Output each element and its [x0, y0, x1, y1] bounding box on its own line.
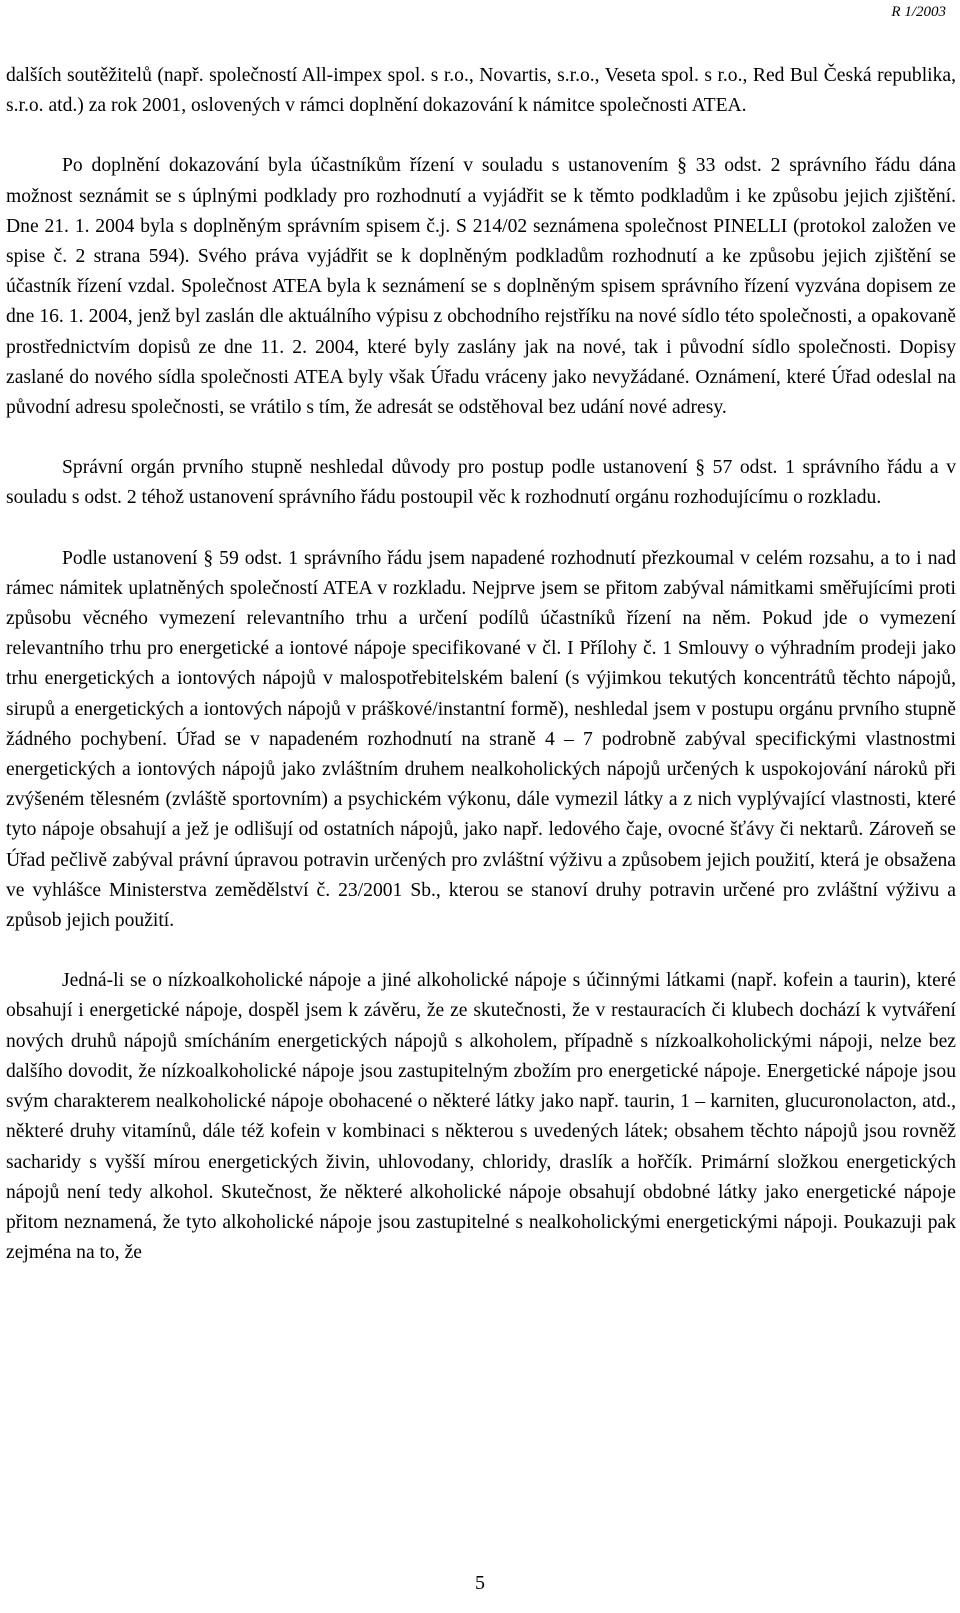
- paragraph-low-alcohol: Jedná-li se o nízkoalkoholické nápoje a jiné alkoholické nápoje s účinnými látkami (např. kofein a taurin), které obsahují i energetické nápoje, dospěl jsem k závěru, že ze skutečnosti, že v restauracích či klubech dochází k vytváření nových druhů nápojů smícháním energetických nápojů s alkoholem, případně s nízkoalkoholickými nápoji, nelze bez dalšího dovodit, že nízkoalkoholické nápoje jsou zastupitelným zbožím pro energetické nápoje. Energetické nápoje jsou svým charakterem nealkoholické nápoje obohacené o některé látky jako např. taurin, 1 – karniten, glucuronolacton, atd., některé druhy vitamínů, dále též kofein v kombinaci s některou s uvedených látek; obsahem těchto nápojů jsou rovněž sacharidy s vyšší mírou energetických živin, uhlovodany, chloridy, draslík a hořčík. Primární složkou energetických nápojů není tedy alkohol. Skutečnost, že některé alkoholické nápoje obsahují obdobné látky jako energetické nápoje přitom neznamená, že tyto alkoholické nápoje jsou zastupitelné s nealkoholickými energetickými nápoji. Poukazuji pak zejména na to, že: [6, 970, 956, 1264]
- paragraph-gap: [6, 121, 956, 151]
- paragraph-gap: [6, 423, 956, 453]
- paragraph-review: Podle ustanovení § 59 odst. 1 správního řádu jsem napadené rozhodnutí přezkoumal v celém rozsahu, a to i nad rámec námitek uplatněných společností ATEA v rozkladu. Nejprve jsem se přitom zabýval námitkami směřujícími proti způsobu věcného vymezení relevantního trhu a určení podílů účastníků řízení na něm. Pokud jde o vymezení relevantního trhu pro energetické a iontové nápoje specifikované v čl. I Přílohy č. 1 Smlouvy o výhradním prodeji jako trhu energetických a iontových nápojů v malospotřebitelském balení (s výjimkou tekutých koncentrátů těchto nápojů, sirupů a energetických a iontových nápojů v práškové/instantní formě), neshledal jsem v postupu orgánu prvního stupně žádného pochybení. Úřad se v napadeném rozhodnutí na straně 4 – 7 podrobně zabýval specifickými vlastnostmi energetických a iontových nápojů jako zvláštním druhem nealkoholických nápojů určených k uspokojování nároků při zvýšeném tělesném (zvláště sportovním) a psychickém výkonu, dále vymezil látky a z nich vyplývající vlastnosti, které tyto nápoje obsahují a jež je odlišují od ostatních nápojů, jako např. ledového čaje, ovocné šťávy či nektarů. Zároveň se Úřad pečlivě zabýval právní úpravou potravin určených pro zvláštní výživu a způsobem jejich použití, která je obsažena ve vyhlášce Ministerstva zemědělství č. 23/2001 Sb., kterou se stanoví druhy potravin určené pro zvláštní výživu a způsob jejich použití.: [6, 547, 956, 932]
- document-body: [6, 61, 956, 1268]
- paragraph-referral: Správní orgán prvního stupně neshledal důvody pro postup podle ustanovení § 57 odst. 1 správního řádu a v souladu s odst. 2 téhož ustanovení správního řádu postoupil věc k rozhodnutí orgánu rozhodujícímu o rozkladu.: [6, 457, 956, 509]
- paragraph-gap: [6, 936, 956, 966]
- page-number: 5: [475, 1572, 485, 1594]
- paragraph-gap: [6, 514, 956, 544]
- document-reference: R 1/2003: [891, 4, 946, 20]
- paragraph-continuation: dalších soutěžitelů (např. společností All-impex spol. s r.o., Novartis, s.r.o., Veseta spol. s r.o., Red Bul Česká republika, s.r.o. atd.) za rok 2001, oslovených v rámci doplnění dokazování k námitce společnosti ATEA.: [6, 65, 956, 117]
- paragraph-evidence-supplement: Po doplnění dokazování byla účastníkům řízení v souladu s ustanovením § 33 odst. 2 správního řádu dána možnost seznámit se s úplnými podklady pro rozhodnutí a vyjádřit se k těmto podkladům i ke způsobu jejich zjištění. Dne 21. 1. 2004 byla s doplněným správním spisem č.j. S 214/02 seznámena společnost PINELLI (protokol založen ve spise č. 2 strana 594). Svého práva vyjádřit se k doplněným podkladům rozhodnutí a ke způsobu jejich zjištění se účastník řízení vzdal. Společnost ATEA byla k seznámení se s doplněným spisem správního řízení vyzvána dopisem ze dne 16. 1. 2004, jenž byl zaslán dle aktuálního výpisu z obchodního rejstříku na nové sídlo této společnosti, a opakovaně prostřednictvím dopisů ze dne 11. 2. 2004, které byly zaslány jak na nové, tak i původní sídlo společnosti. Dopisy zaslané do nového sídla společnosti ATEA byly však Úřadu vráceny jako nevyžádané. Oznámení, které Úřad odeslal na původní adresu společnosti, se vrátilo s tím, že adresát se odstěhoval bez udání nové adresy.: [6, 155, 956, 419]
